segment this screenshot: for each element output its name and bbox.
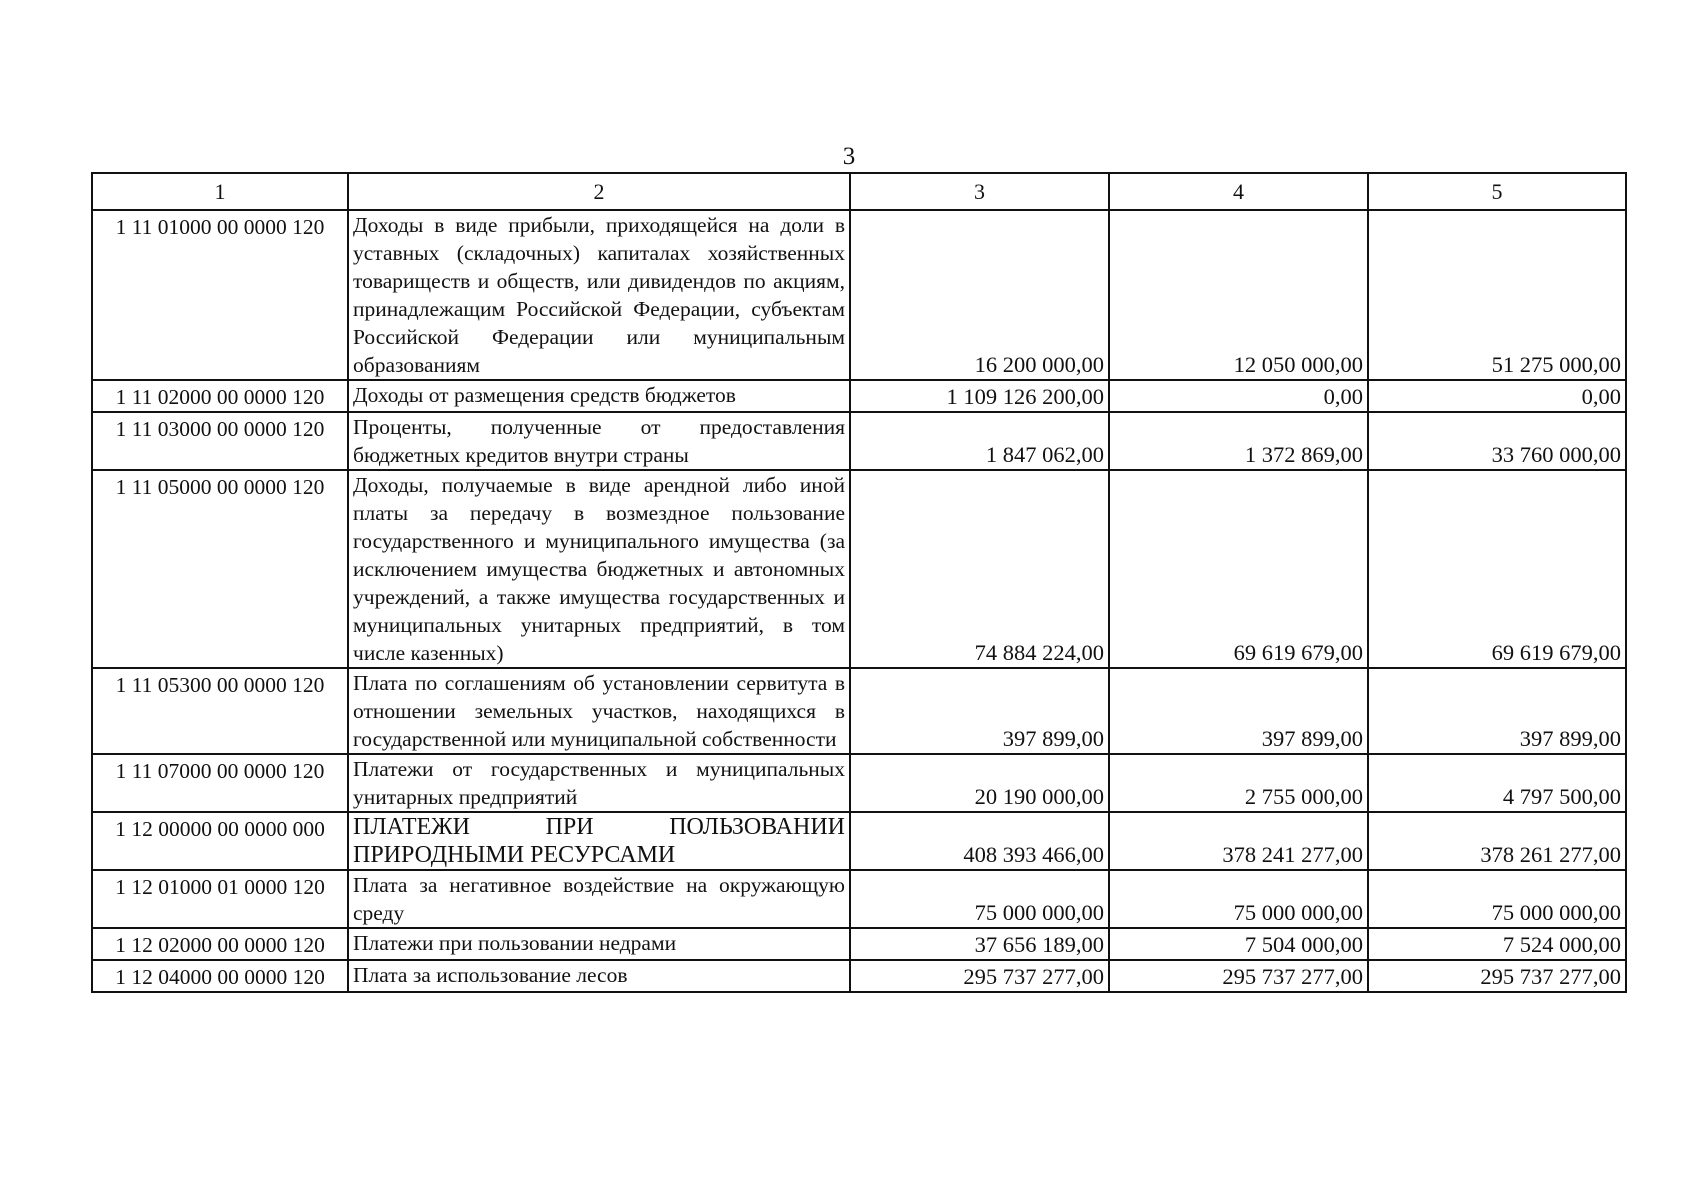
column-header-4: 4	[1109, 173, 1368, 210]
row-code: 1 11 05300 00 0000 120	[92, 668, 348, 754]
row-value-col4: 378 241 277,00	[1109, 812, 1368, 870]
row-description: Плата по соглашениям об установлении сервитута в отношении земельных участков, находящихся в государственной или муниципальной собственности	[348, 668, 850, 754]
row-code: 1 11 05000 00 0000 120	[92, 470, 348, 668]
row-description: Платежи от государственных и муниципальных унитарных предприятий	[348, 754, 850, 812]
column-header-5: 5	[1368, 173, 1626, 210]
table-row	[92, 870, 1626, 928]
row-value-col4: 69 619 679,00	[1109, 470, 1368, 668]
table-row	[92, 960, 1626, 992]
row-value-col4: 12 050 000,00	[1109, 210, 1368, 380]
row-value-col4: 75 000 000,00	[1109, 870, 1368, 928]
row-code: 1 11 02000 00 0000 120	[92, 380, 348, 412]
row-value-col3: 408 393 466,00	[850, 812, 1109, 870]
row-description: Плата за негативное воздействие на окружающую среду	[348, 870, 850, 928]
row-description: Доходы от размещения средств бюджетов	[348, 380, 850, 412]
row-value-col3: 295 737 277,00	[850, 960, 1109, 992]
column-header-2: 2	[348, 173, 850, 210]
table-row	[92, 928, 1626, 960]
row-value-col5: 4 797 500,00	[1368, 754, 1626, 812]
row-value-col5: 397 899,00	[1368, 668, 1626, 754]
row-description: ПЛАТЕЖИ ПРИ ПОЛЬЗОВАНИИ ПРИРОДНЫМИ РЕСУРСАМИ	[348, 812, 850, 870]
row-value-col3: 397 899,00	[850, 668, 1109, 754]
row-value-col5: 7 524 000,00	[1368, 928, 1626, 960]
row-value-col3: 74 884 224,00	[850, 470, 1109, 668]
row-value-col4: 1 372 869,00	[1109, 412, 1368, 470]
table-row	[92, 668, 1626, 754]
table-row-section-heading	[92, 812, 1626, 870]
row-description: Доходы, получаемые в виде арендной либо иной платы за передачу в возмездное пользование государственного и муниципального имущества (за исключением имущества бюджетных и автономных учреждений, а также имущества государственных и муниципальных унитарных предприятий, в том числе казенных)	[348, 470, 850, 668]
row-value-col3: 1 847 062,00	[850, 412, 1109, 470]
row-value-col3: 20 190 000,00	[850, 754, 1109, 812]
row-value-col3: 16 200 000,00	[850, 210, 1109, 380]
table-row	[92, 412, 1626, 470]
page-number: 3	[842, 143, 856, 170]
table-header-row	[92, 173, 1626, 210]
row-description: Проценты, полученные от предоставления бюджетных кредитов внутри страны	[348, 412, 850, 470]
row-description: Доходы в виде прибыли, приходящейся на доли в уставных (складочных) капиталах хозяйственных товариществ и обществ, или дивидендов по акциям, принадлежащим Российской Федерации, субъектам Российской Федерации или муниципальным образованиям	[348, 210, 850, 380]
row-description: Плата за использование лесов	[348, 960, 850, 992]
table-row	[92, 754, 1626, 812]
row-code: 1 12 00000 00 0000 000	[92, 812, 348, 870]
row-value-col3: 75 000 000,00	[850, 870, 1109, 928]
row-value-col5: 69 619 679,00	[1368, 470, 1626, 668]
row-value-col4: 0,00	[1109, 380, 1368, 412]
budget-revenue-table	[91, 172, 1627, 993]
row-code: 1 12 04000 00 0000 120	[92, 960, 348, 992]
column-header-3: 3	[850, 173, 1109, 210]
row-value-col4: 7 504 000,00	[1109, 928, 1368, 960]
row-code: 1 11 03000 00 0000 120	[92, 412, 348, 470]
row-value-col4: 2 755 000,00	[1109, 754, 1368, 812]
row-description: Платежи при пользовании недрами	[348, 928, 850, 960]
row-code: 1 12 02000 00 0000 120	[92, 928, 348, 960]
row-code: 1 11 07000 00 0000 120	[92, 754, 348, 812]
row-value-col5: 51 275 000,00	[1368, 210, 1626, 380]
row-value-col3: 1 109 126 200,00	[850, 380, 1109, 412]
table-row	[92, 380, 1626, 412]
table-row	[92, 210, 1626, 380]
row-value-col5: 33 760 000,00	[1368, 412, 1626, 470]
row-value-col5: 0,00	[1368, 380, 1626, 412]
table-row	[92, 470, 1626, 668]
row-value-col5: 295 737 277,00	[1368, 960, 1626, 992]
column-header-1: 1	[92, 173, 348, 210]
row-code: 1 12 01000 01 0000 120	[92, 870, 348, 928]
row-value-col5: 75 000 000,00	[1368, 870, 1626, 928]
row-value-col4: 295 737 277,00	[1109, 960, 1368, 992]
row-value-col4: 397 899,00	[1109, 668, 1368, 754]
row-value-col5: 378 261 277,00	[1368, 812, 1626, 870]
row-code: 1 11 01000 00 0000 120	[92, 210, 348, 380]
row-value-col3: 37 656 189,00	[850, 928, 1109, 960]
